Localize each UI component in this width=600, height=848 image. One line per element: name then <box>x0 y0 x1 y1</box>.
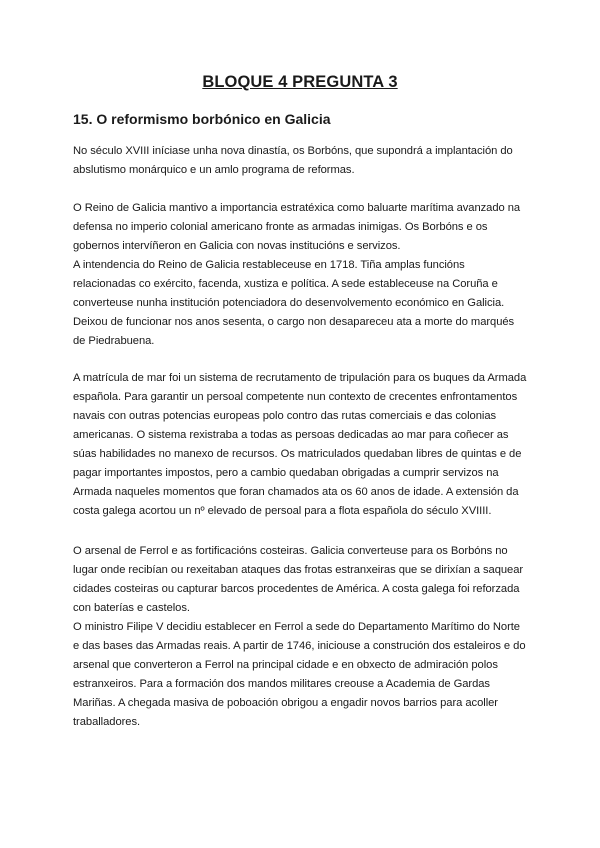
paragraph-line: abslutismo monárquico e un amlo programa de reformas. <box>73 164 355 176</box>
paragraph-line: traballadores. <box>73 716 141 728</box>
page-title: BLOQUE 4 PREGUNTA 3 <box>202 73 398 91</box>
paragraph-line: costa galega acortou un nº elevado de persoal para a flota española do século XVIIII. <box>73 505 492 517</box>
paragraph-line: gobernos intervíñeron en Galicia con novas institucións e servizos. <box>73 240 401 252</box>
paragraph-line: española. Para garantir un persoal competente nun contexto de crecentes enfrontamentos <box>73 391 518 403</box>
paragraph-line: O arsenal de Ferrol e as fortificacións costeiras. Galicia converteuse para os Borbóns no <box>73 545 508 557</box>
paragraph-line: pagar importantes impostos, pero a cambio quedaban obrigadas a cumprir servizos na <box>73 467 499 479</box>
paragraph-line: defensa no imperio colonial americano fronte as armadas inimigas. Os Borbóns e os <box>73 221 488 233</box>
paragraph-line: arsenal que converteron a Ferrol na principal cidade e en obxecto de admiración polos <box>73 659 498 671</box>
paragraph-line: con baterías e castelos. <box>73 602 190 614</box>
paragraph-line: relacionadas co exército, facenda, xustiza e política. A sede estableceuse na Coruña e <box>73 278 498 290</box>
paragraph-line: e das bases das Armadas reais. A partir de 1746, iniciouse a construción dos estaleiros e do <box>73 640 526 652</box>
paragraph-line: americanas. O sistema rexistraba a todas as persoas dedicadas ao mar para coñecer as <box>73 429 509 441</box>
paragraph-line: de Piedrabuena. <box>73 335 155 347</box>
section-heading: 15. O reformismo borbónico en Galicia <box>73 111 331 127</box>
paragraph-line: Armada naqueles momentos que foran chamados ata os 60 anos de idade. A extensión da <box>73 486 519 498</box>
paragraph-line: estranxeiros. Para a formación dos mandos militares creouse a Academia de Gardas <box>73 678 490 690</box>
paragraph-line: A matrícula de mar foi un sistema de recrutamento de tripulación para os buques da Armada <box>73 372 527 384</box>
paragraph-line: converteuse nunha institución potenciadora do desenvolvemento económico en Galicia. <box>73 297 505 309</box>
paragraph-line: Mariñas. A chegada masiva de poboación obrigou a engadir novos barrios para acoller <box>73 697 498 709</box>
paragraph-line: cidades costeiras ou capturar barcos procedentes de América. A costa galega foi reforzada <box>73 583 520 595</box>
paragraph-line: súas habilidades no manexo de recursos. Os matriculados quedaban libres de quintas e de <box>73 448 522 460</box>
paragraph-line: lugar onde recibían ou rexeitaban ataques das frotas estranxeiras que se dirixían a saquear <box>73 564 524 576</box>
paragraph-line: O ministro Filipe V decidiu establecer en Ferrol a sede do Departamento Marítimo do Norte <box>73 621 520 633</box>
paragraph-line: navais con outras potencias europeas polo contro das rutas comerciais e das colonias <box>73 410 497 422</box>
paragraph-line: No século XVIII iníciase unha nova dinastía, os Borbóns, que supondrá a implantación do <box>73 145 513 157</box>
paragraph-line: A intendencia do Reino de Galicia restableceuse en 1718. Tiña amplas funcións <box>73 259 465 271</box>
paragraph-line: Deixou de funcionar nos anos sesenta, o cargo non desapareceu ata a morte do marqués <box>73 316 515 328</box>
paragraph-line: O Reino de Galicia mantivo a importancia estratéxica como baluarte marítima avanzado na <box>73 202 521 214</box>
